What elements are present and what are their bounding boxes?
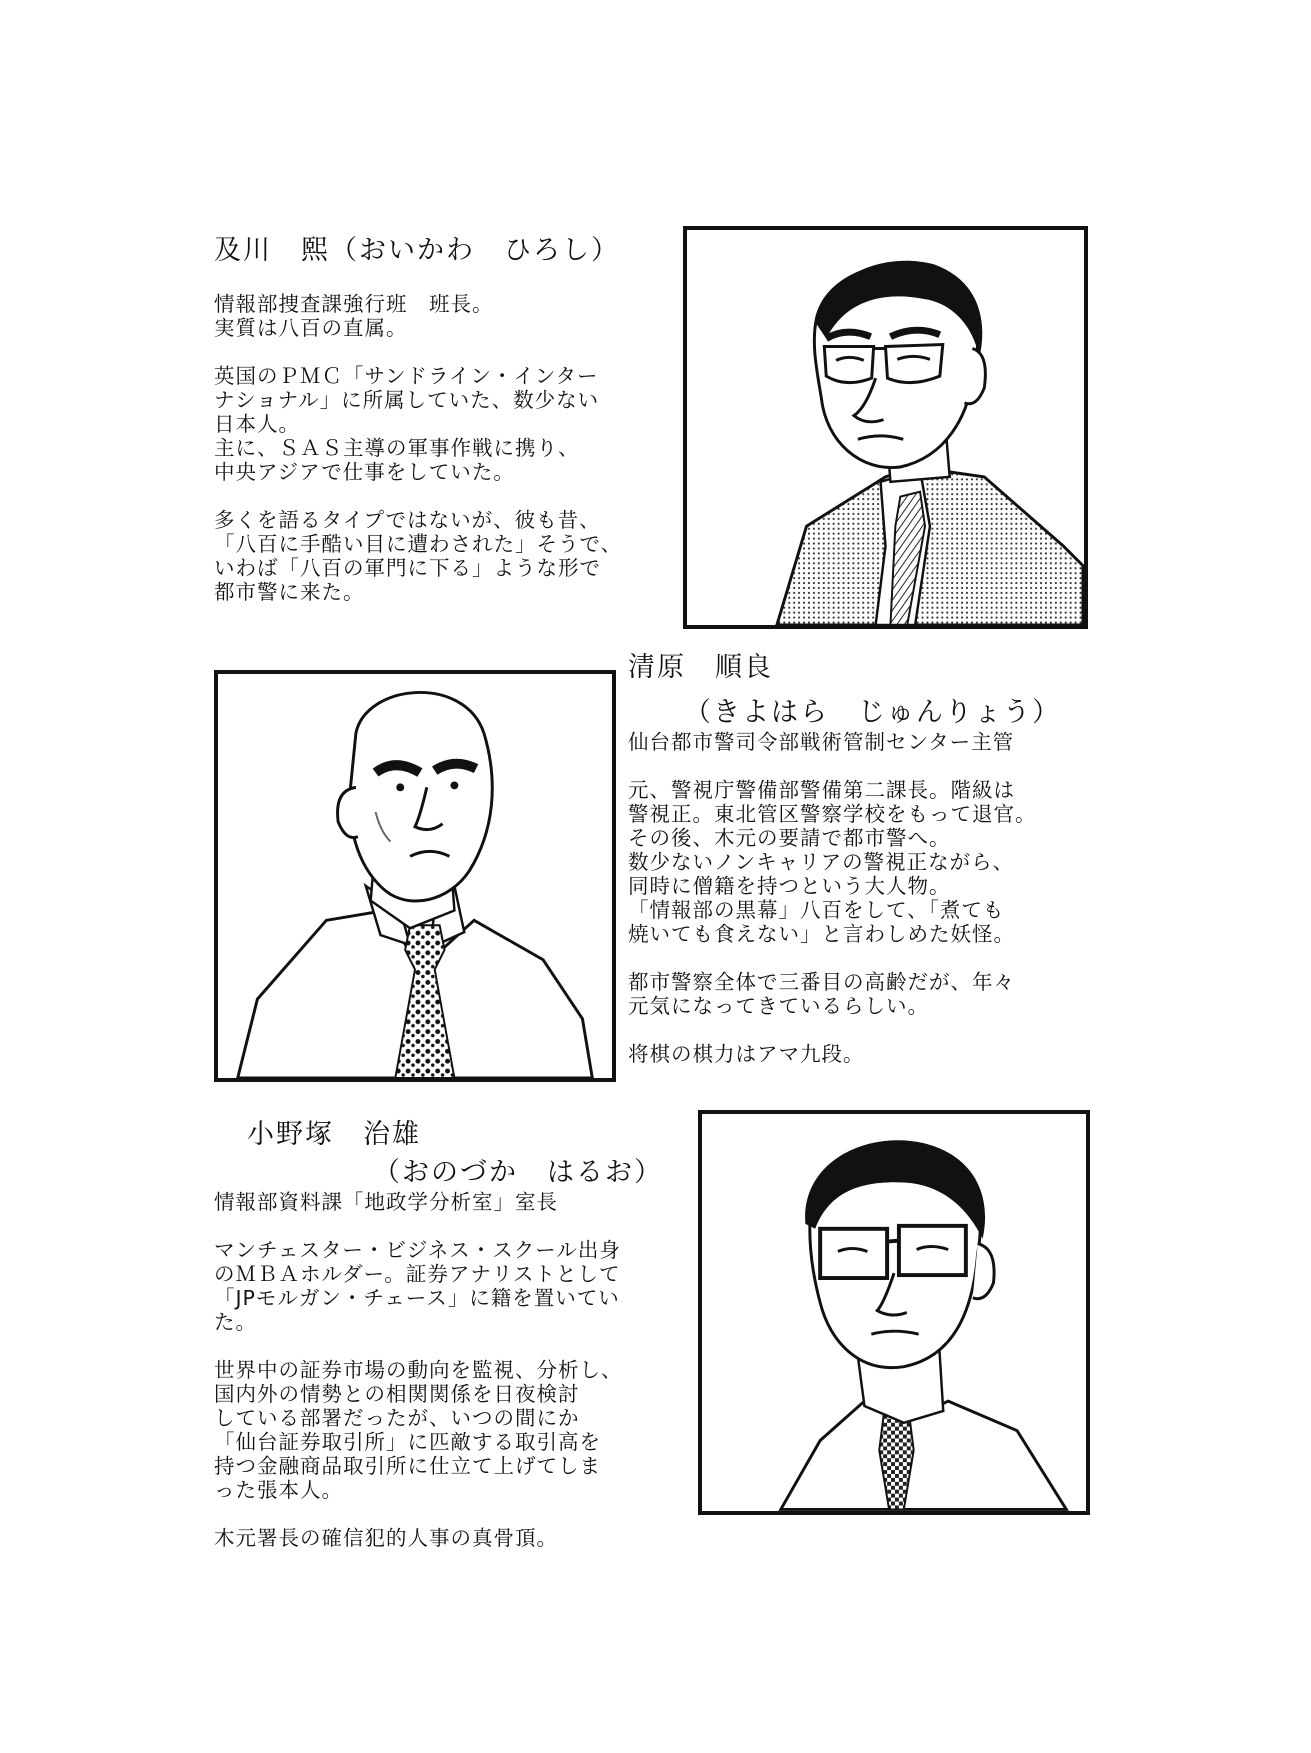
bio-line: 世界中の証券市場の動向を監視、分析し、	[214, 1358, 623, 1382]
bio-line: している部署だったが、いつの間にか	[214, 1406, 580, 1430]
bio-line: 主に、ＳＡＳ主導の軍事作戦に携り、	[214, 436, 580, 460]
bio-line: 実質は八百の直属。	[214, 316, 408, 340]
bio-line: のＭＢＡホルダー。証券アナリストとして	[214, 1262, 621, 1286]
bio-line: 仙台都市警司令部戦術管制センター主管	[628, 730, 1015, 754]
bio-line: いわば「八百の軍門に下る」ような形で	[214, 556, 601, 580]
bio-line: 「JPモルガン・チェース」に籍を置いてい	[214, 1286, 620, 1310]
bio-line: マンチェスター・ビジネス・スクール出身	[214, 1238, 621, 1262]
bio-line: 情報部資料課「地政学分析室」室長	[214, 1190, 558, 1214]
oikawa-portrait-panel	[683, 226, 1088, 629]
bio-line: 都市警察全体で三番目の高齢だが、年々	[628, 970, 1015, 994]
bio-line: 木元署長の確信犯的人事の真骨頂。	[214, 1526, 558, 1550]
bio-line	[214, 1334, 623, 1358]
onozuka-name-kanji: 小野塚 治雄	[247, 1119, 421, 1150]
kiyohara-name-kanji: 清原 順良	[628, 652, 773, 683]
bio-line: った張本人。	[214, 1478, 343, 1502]
oikawa-bio	[214, 292, 622, 604]
bio-line: 将棋の棋力はアマ九段。	[628, 1042, 865, 1066]
bio-line	[628, 1018, 1037, 1042]
onozuka-portrait-illustration	[702, 1114, 1086, 1511]
bio-line	[214, 484, 622, 508]
kiyohara-portrait-illustration	[218, 674, 612, 1078]
oikawa-portrait-illustration	[687, 230, 1084, 625]
bio-line: 都市警に来た。	[214, 580, 365, 604]
bio-line: 元、警視庁警備部警備第二課長。階級は	[628, 778, 1015, 802]
bio-line: 元気になってきているらしい。	[628, 994, 929, 1018]
bio-line: 同時に僧籍を持つという大人物。	[628, 874, 951, 898]
bio-line: その後、木元の要請で都市警へ。	[628, 826, 951, 850]
bio-line: 中央アジアで仕事をしていた。	[214, 460, 515, 484]
bio-line: た。	[214, 1310, 257, 1334]
bio-line	[214, 340, 622, 364]
onozuka-bio	[214, 1190, 623, 1550]
bio-line: 「仙台証券取引所」に匹敵する取引高を	[214, 1430, 601, 1454]
bio-line: 焼いても食えない」と言わしめた妖怪。	[628, 922, 1015, 946]
kiyohara-name-reading: （きよはら じゅんりょう）	[684, 697, 1061, 728]
bio-line	[628, 754, 1037, 778]
bio-line	[628, 946, 1037, 970]
bio-line: 持つ金融商品取引所に仕立て上げてしま	[214, 1454, 601, 1478]
kiyohara-portrait-panel	[214, 670, 616, 1082]
bio-line: 英国のＰＭＣ「サンドライン・インター	[214, 364, 599, 388]
bio-line: 「八百に手酷い目に遭わされた」そうで、	[214, 532, 623, 556]
bio-line	[214, 1502, 623, 1526]
bio-line: ナショナル」に所属していた、数少ない	[214, 388, 600, 412]
bio-line: 多くを語るタイプではないが、彼も昔、	[214, 508, 601, 532]
bio-line: 国内外の情勢との相関関係を日夜検討	[214, 1382, 580, 1406]
bio-line: 情報部捜査課強行班 班長。	[214, 292, 494, 316]
oikawa-name: 及川 熙（おいかわ ひろし）	[214, 235, 620, 266]
bio-line: 警視正。東北管区警察学校をもって退官。	[628, 802, 1037, 826]
bio-line: 日本人。	[214, 412, 300, 436]
bio-line	[214, 1214, 623, 1238]
bio-line: 「情報部の黒幕」八百をして、「煮ても	[628, 898, 1005, 922]
onozuka-portrait-panel	[698, 1110, 1090, 1515]
bio-line: 数少ないノンキャリアの警視正ながら、	[628, 850, 1015, 874]
onozuka-name-reading: （おのづか はるお）	[373, 1157, 663, 1188]
kiyohara-bio	[628, 730, 1037, 1066]
